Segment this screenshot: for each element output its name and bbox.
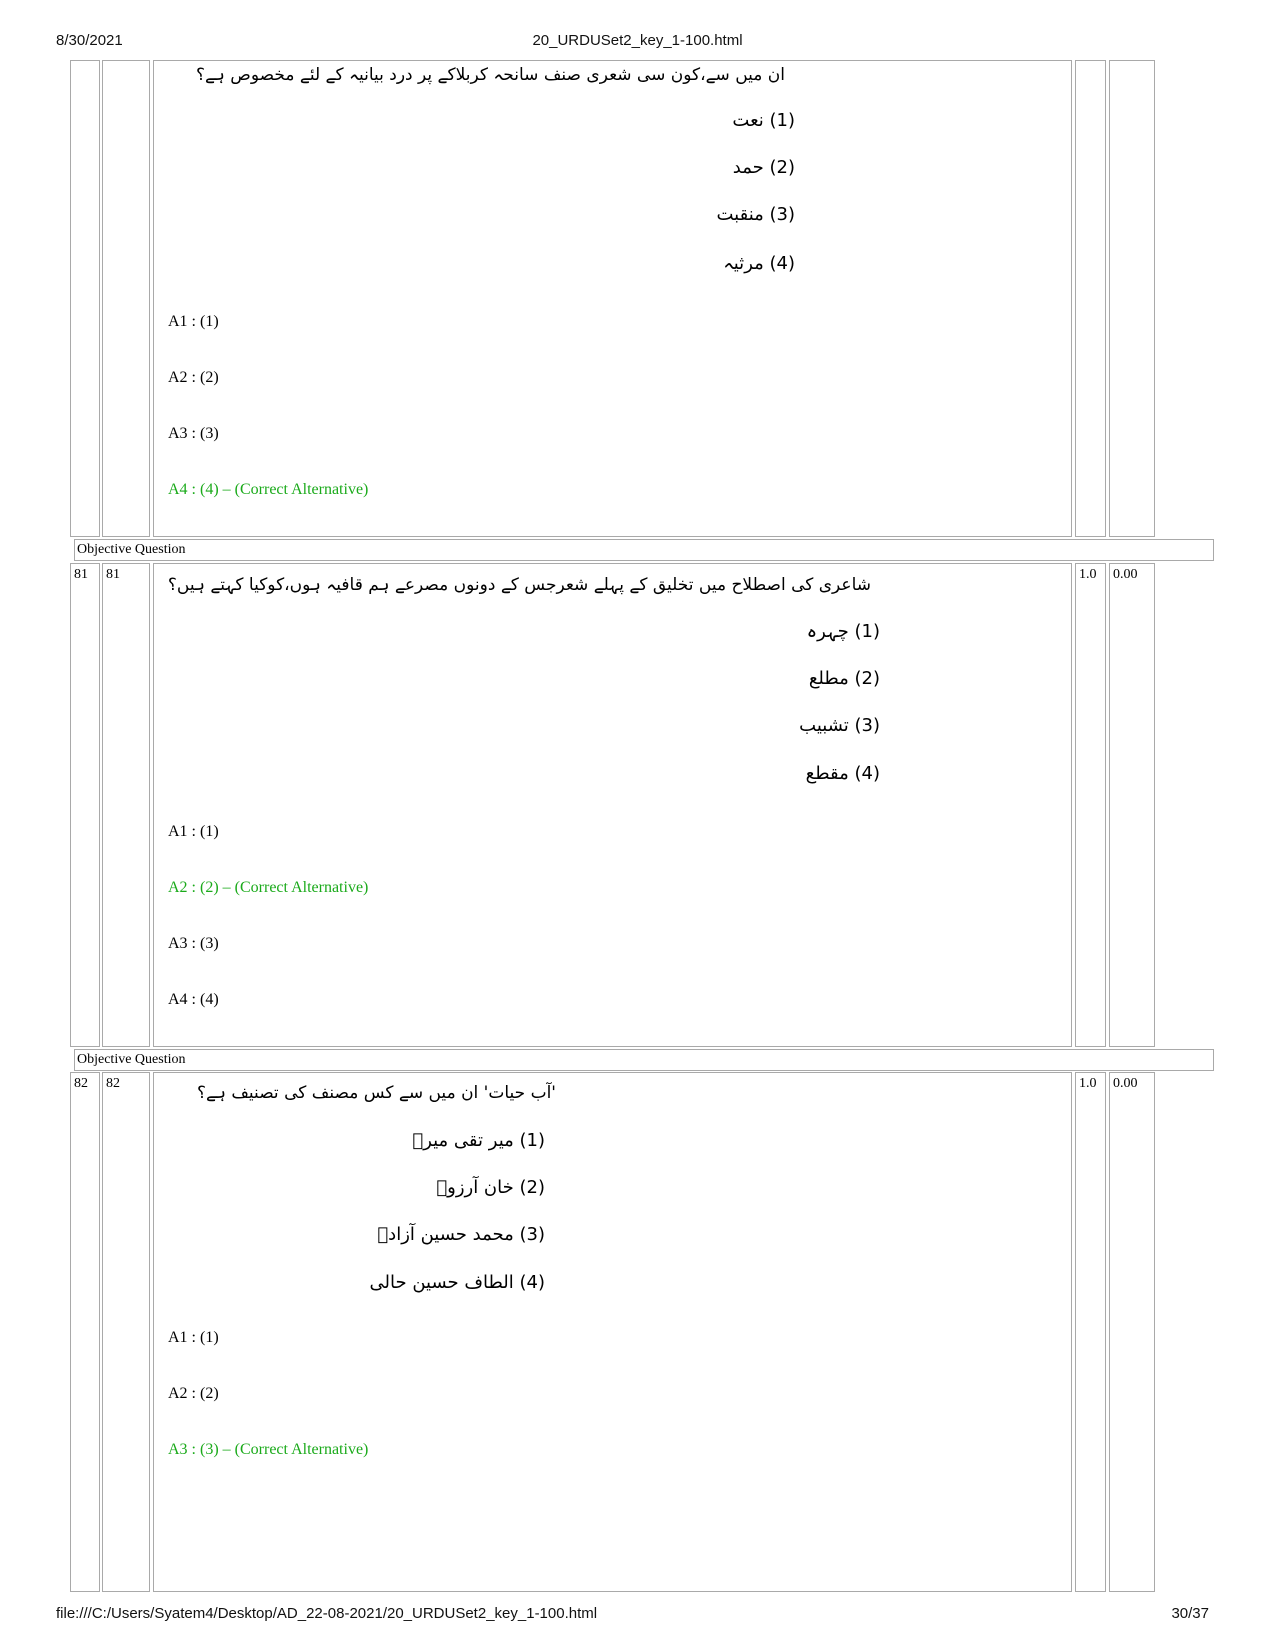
q80-option: (3) منقبت <box>716 204 795 225</box>
q82-answer: A2 : (2) <box>168 1385 219 1402</box>
q80-answer: A1 : (1) <box>168 313 219 330</box>
q82-option: (2) خان آرزوؔ <box>436 1177 545 1198</box>
q81-qid-cell: 81 <box>102 563 150 1047</box>
q82-option: (3) محمد حسین آزادؔ <box>377 1224 545 1245</box>
q81-option: (2) مطلع <box>808 668 880 689</box>
q80-correct-answer: A4 : (4) – (Correct Alternative) <box>168 481 369 498</box>
page-number: 30/37 <box>1171 1605 1209 1622</box>
q80-marks-cell <box>1075 60 1106 537</box>
q81-negative-cell: 0.00 <box>1109 563 1155 1047</box>
q81-option: (1) چہرہ <box>806 621 880 642</box>
q80-question-text: ان میں سے،کون سی شعری صنف سانحہ کربلاکے پر درد بیانیہ کے لئے مخصوص ہے؟ <box>195 65 785 85</box>
q82-option: (1) میر تقی میرؔ <box>412 1130 545 1151</box>
q82-qid-cell: 82 <box>102 1072 150 1592</box>
q80-option: (4) مرثیہ <box>723 253 795 274</box>
q82-answer: A1 : (1) <box>168 1329 219 1346</box>
q80-option: (2) حمد <box>732 157 795 178</box>
section-label: Objective Question <box>74 539 1214 561</box>
q80-option: (1) نعت <box>732 110 795 131</box>
q80-answer: A3 : (3) <box>168 425 219 442</box>
file-path: file:///C:/Users/Syatem4/Desktop/AD_22-08-2021/20_URDUSet2_key_1-100.html <box>56 1605 598 1622</box>
q81-option: (4) مقطع <box>805 763 880 784</box>
q80-question-cell <box>153 60 1072 537</box>
print-title: 20_URDUSet2_key_1-100.html <box>532 32 743 49</box>
q81-correct-answer: A2 : (2) – (Correct Alternative) <box>168 879 369 896</box>
q81-answer: A4 : (4) <box>168 991 219 1008</box>
q82-question-text: 'آب حیات' ان میں سے کس مصنف کی تصنیف ہے؟ <box>196 1083 556 1103</box>
q82-sno-cell: 82 <box>70 1072 100 1592</box>
q81-option: (3) تشبیب <box>799 715 880 736</box>
q82-correct-answer: A3 : (3) – (Correct Alternative) <box>168 1441 369 1458</box>
q80-qid-cell <box>102 60 150 537</box>
q81-sno-cell: 81 <box>70 563 100 1047</box>
q80-answer: A2 : (2) <box>168 369 219 386</box>
q82-marks-cell: 1.0 <box>1075 1072 1106 1592</box>
print-date: 8/30/2021 <box>56 32 123 49</box>
q81-marks-cell: 1.0 <box>1075 563 1106 1047</box>
q81-answer: A1 : (1) <box>168 823 219 840</box>
q82-option: (4) الطاف حسین حالی <box>369 1272 545 1293</box>
q82-negative-cell: 0.00 <box>1109 1072 1155 1592</box>
q80-negative-cell <box>1109 60 1155 537</box>
q81-answer: A3 : (3) <box>168 935 219 952</box>
q81-question-text: شاعری کی اصطلاح میں تخلیق کے پہلے شعرجس کے دونوں مصرعے ہم قافیہ ہوں،کوکیا کہتے ہیں؟ <box>167 575 871 595</box>
q80-sno-cell <box>70 60 100 537</box>
section-label: Objective Question <box>74 1049 1214 1071</box>
